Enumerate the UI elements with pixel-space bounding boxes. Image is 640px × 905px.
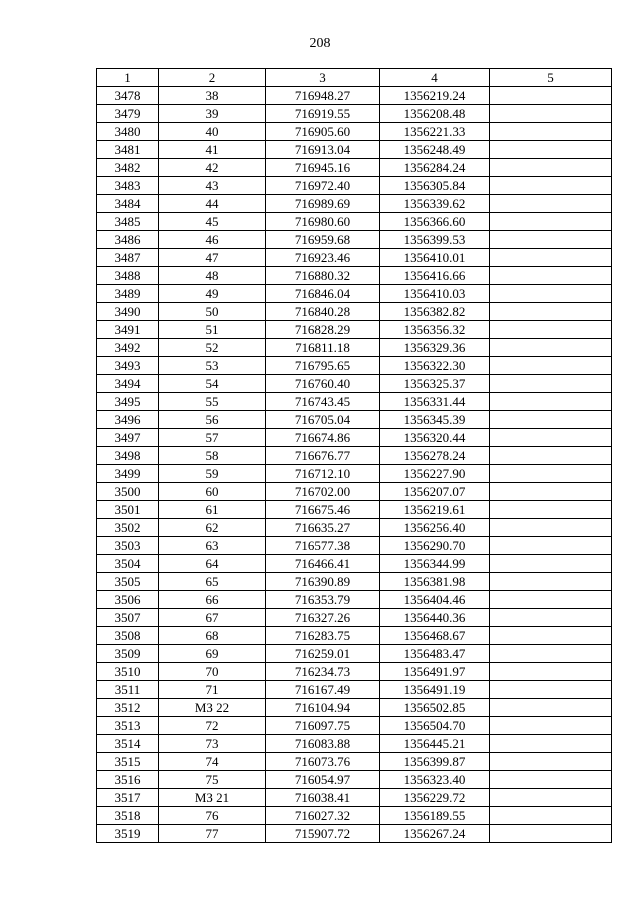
table-cell: 52 bbox=[159, 339, 266, 357]
table-row bbox=[97, 501, 612, 519]
table-cell bbox=[490, 249, 612, 267]
table-cell: 716811.18 bbox=[266, 339, 380, 357]
table-cell: 716676.77 bbox=[266, 447, 380, 465]
table-cell: 716234.73 bbox=[266, 663, 380, 681]
table-cell: 69 bbox=[159, 645, 266, 663]
table-cell: 3495 bbox=[97, 393, 159, 411]
table-cell: 58 bbox=[159, 447, 266, 465]
table-row bbox=[97, 663, 612, 681]
coordinates-table bbox=[96, 68, 612, 843]
table-row bbox=[97, 375, 612, 393]
table-row bbox=[97, 753, 612, 771]
table-row bbox=[97, 141, 612, 159]
table-row bbox=[97, 357, 612, 375]
table-cell: 3501 bbox=[97, 501, 159, 519]
table-cell bbox=[490, 645, 612, 663]
table-row bbox=[97, 159, 612, 177]
table-row bbox=[97, 681, 612, 699]
page-number: 208 bbox=[309, 36, 331, 51]
table-row bbox=[97, 465, 612, 483]
table-cell: 716712.10 bbox=[266, 465, 380, 483]
table-cell: 716840.28 bbox=[266, 303, 380, 321]
table-cell: 67 bbox=[159, 609, 266, 627]
table-row bbox=[97, 447, 612, 465]
table-cell: 716466.41 bbox=[266, 555, 380, 573]
table-row bbox=[97, 249, 612, 267]
table-cell: 1356345.39 bbox=[380, 411, 490, 429]
table-cell: 3484 bbox=[97, 195, 159, 213]
table-cell: 43 bbox=[159, 177, 266, 195]
table-cell: 1356399.53 bbox=[380, 231, 490, 249]
table-cell bbox=[490, 231, 612, 249]
table-cell: 1356329.36 bbox=[380, 339, 490, 357]
table-cell: 1356410.03 bbox=[380, 285, 490, 303]
table-row bbox=[97, 267, 612, 285]
table-cell: 1356382.82 bbox=[380, 303, 490, 321]
table-cell: 716073.76 bbox=[266, 753, 380, 771]
table-cell bbox=[490, 195, 612, 213]
table-cell: 3500 bbox=[97, 483, 159, 501]
table-cell: 716577.38 bbox=[266, 537, 380, 555]
table-cell: 716097.75 bbox=[266, 717, 380, 735]
table-cell: 716743.45 bbox=[266, 393, 380, 411]
table-cell: 1356248.49 bbox=[380, 141, 490, 159]
table-cell: 50 bbox=[159, 303, 266, 321]
table-cell bbox=[490, 627, 612, 645]
table-cell: 716972.40 bbox=[266, 177, 380, 195]
table-row bbox=[97, 483, 612, 501]
table-cell: 64 bbox=[159, 555, 266, 573]
table-row bbox=[97, 177, 612, 195]
table-cell: 1356229.72 bbox=[380, 789, 490, 807]
table-cell: 3518 bbox=[97, 807, 159, 825]
table-cell: 715907.72 bbox=[266, 825, 380, 843]
table-row bbox=[97, 231, 612, 249]
table-cell: 71 bbox=[159, 681, 266, 699]
table-cell: 716913.04 bbox=[266, 141, 380, 159]
table-cell: 76 bbox=[159, 807, 266, 825]
table-cell: 3502 bbox=[97, 519, 159, 537]
table-cell: 62 bbox=[159, 519, 266, 537]
table-cell: 3490 bbox=[97, 303, 159, 321]
table-cell: 716948.27 bbox=[266, 87, 380, 105]
table-cell bbox=[490, 681, 612, 699]
table-row bbox=[97, 303, 612, 321]
table-cell bbox=[490, 519, 612, 537]
table-cell: 57 bbox=[159, 429, 266, 447]
table-row bbox=[97, 591, 612, 609]
table-cell: 3510 bbox=[97, 663, 159, 681]
table-header-row bbox=[97, 69, 612, 87]
table-cell: 3480 bbox=[97, 123, 159, 141]
table-cell: 3498 bbox=[97, 447, 159, 465]
table-row bbox=[97, 789, 612, 807]
table-cell: 56 bbox=[159, 411, 266, 429]
table-cell bbox=[490, 285, 612, 303]
table-cell bbox=[490, 411, 612, 429]
table-cell: 3503 bbox=[97, 537, 159, 555]
table-cell: 3499 bbox=[97, 465, 159, 483]
table-cell bbox=[490, 537, 612, 555]
table-cell: 38 bbox=[159, 87, 266, 105]
table-cell: 1356284.24 bbox=[380, 159, 490, 177]
table-row bbox=[97, 411, 612, 429]
table-cell bbox=[490, 159, 612, 177]
table-row bbox=[97, 195, 612, 213]
table-cell: 3513 bbox=[97, 717, 159, 735]
table-cell bbox=[490, 87, 612, 105]
table-cell: 716083.88 bbox=[266, 735, 380, 753]
table-cell: 1356320.44 bbox=[380, 429, 490, 447]
table-cell bbox=[490, 321, 612, 339]
table-cell: 49 bbox=[159, 285, 266, 303]
column-header: 1 bbox=[97, 69, 159, 87]
table-cell: 3517 bbox=[97, 789, 159, 807]
table-cell bbox=[490, 573, 612, 591]
table-cell: 60 bbox=[159, 483, 266, 501]
table-cell: 3519 bbox=[97, 825, 159, 843]
table-cell: 716959.68 bbox=[266, 231, 380, 249]
table-cell: 1356207.07 bbox=[380, 483, 490, 501]
table-cell: 716989.69 bbox=[266, 195, 380, 213]
table-cell: 716760.40 bbox=[266, 375, 380, 393]
table-cell: 3516 bbox=[97, 771, 159, 789]
table-cell: 3489 bbox=[97, 285, 159, 303]
table-cell bbox=[490, 753, 612, 771]
table-cell: 1356404.46 bbox=[380, 591, 490, 609]
table-cell bbox=[490, 807, 612, 825]
table-cell: 59 bbox=[159, 465, 266, 483]
table-cell bbox=[490, 303, 612, 321]
table-cell: 1356322.30 bbox=[380, 357, 490, 375]
column-header: 3 bbox=[266, 69, 380, 87]
table-cell: 1356278.24 bbox=[380, 447, 490, 465]
table-cell: 3493 bbox=[97, 357, 159, 375]
table-cell: 716919.55 bbox=[266, 105, 380, 123]
table-cell: 47 bbox=[159, 249, 266, 267]
table-cell: 1356366.60 bbox=[380, 213, 490, 231]
table-cell: 3497 bbox=[97, 429, 159, 447]
table-cell: 1356440.36 bbox=[380, 609, 490, 627]
table-cell bbox=[490, 771, 612, 789]
table-row bbox=[97, 213, 612, 231]
table-cell: 716635.27 bbox=[266, 519, 380, 537]
table-cell: 3479 bbox=[97, 105, 159, 123]
table-cell: 55 bbox=[159, 393, 266, 411]
table-cell: 716905.60 bbox=[266, 123, 380, 141]
table-cell: 716828.29 bbox=[266, 321, 380, 339]
table-cell bbox=[490, 105, 612, 123]
table-cell bbox=[490, 123, 612, 141]
table-cell: 46 bbox=[159, 231, 266, 249]
table-cell: 1356502.85 bbox=[380, 699, 490, 717]
table-cell: 1356381.98 bbox=[380, 573, 490, 591]
table-cell: 716705.04 bbox=[266, 411, 380, 429]
table-cell: 3504 bbox=[97, 555, 159, 573]
table-row bbox=[97, 285, 612, 303]
table-cell: 716353.79 bbox=[266, 591, 380, 609]
table-cell: 1356416.66 bbox=[380, 267, 490, 285]
table-cell: 716027.32 bbox=[266, 807, 380, 825]
table-cell: 65 bbox=[159, 573, 266, 591]
table-cell bbox=[490, 141, 612, 159]
table-cell: 39 bbox=[159, 105, 266, 123]
table-cell bbox=[490, 717, 612, 735]
table-cell: 3488 bbox=[97, 267, 159, 285]
table-cell: 3486 bbox=[97, 231, 159, 249]
table-cell: 3514 bbox=[97, 735, 159, 753]
table-cell: 716327.26 bbox=[266, 609, 380, 627]
table-cell: 716880.32 bbox=[266, 267, 380, 285]
table-cell: 716259.01 bbox=[266, 645, 380, 663]
table-cell bbox=[490, 339, 612, 357]
table-cell: 716980.60 bbox=[266, 213, 380, 231]
table-cell: 3515 bbox=[97, 753, 159, 771]
table-cell: 3487 bbox=[97, 249, 159, 267]
table-cell: 1356256.40 bbox=[380, 519, 490, 537]
table-cell: 1356208.48 bbox=[380, 105, 490, 123]
table-cell bbox=[490, 177, 612, 195]
table-cell: 1356339.62 bbox=[380, 195, 490, 213]
table-cell: 42 bbox=[159, 159, 266, 177]
table-cell bbox=[490, 699, 612, 717]
table-body bbox=[97, 87, 612, 843]
column-header: 2 bbox=[159, 69, 266, 87]
table-cell: 70 bbox=[159, 663, 266, 681]
table-cell: 3509 bbox=[97, 645, 159, 663]
table-cell: 1356305.84 bbox=[380, 177, 490, 195]
table-cell: 1356491.97 bbox=[380, 663, 490, 681]
table-row bbox=[97, 393, 612, 411]
table-row bbox=[97, 87, 612, 105]
table-cell: 3511 bbox=[97, 681, 159, 699]
table-cell bbox=[490, 483, 612, 501]
table-row bbox=[97, 717, 612, 735]
table-cell: 41 bbox=[159, 141, 266, 159]
table-cell: 716795.65 bbox=[266, 357, 380, 375]
table-cell: 716038.41 bbox=[266, 789, 380, 807]
table-cell: 716390.89 bbox=[266, 573, 380, 591]
table-cell bbox=[490, 213, 612, 231]
table-cell bbox=[490, 825, 612, 843]
table-cell bbox=[490, 501, 612, 519]
table-cell: 74 bbox=[159, 753, 266, 771]
table-cell bbox=[490, 429, 612, 447]
table-cell: 3494 bbox=[97, 375, 159, 393]
table-cell: 1356445.21 bbox=[380, 735, 490, 753]
table-cell: 3506 bbox=[97, 591, 159, 609]
table-cell: 1356344.99 bbox=[380, 555, 490, 573]
table-cell bbox=[490, 375, 612, 393]
table-row bbox=[97, 627, 612, 645]
table-cell: 66 bbox=[159, 591, 266, 609]
table-cell: 3496 bbox=[97, 411, 159, 429]
column-header: 4 bbox=[380, 69, 490, 87]
table-cell bbox=[490, 735, 612, 753]
table-cell bbox=[490, 267, 612, 285]
table-cell: 1356290.70 bbox=[380, 537, 490, 555]
table-cell: 44 bbox=[159, 195, 266, 213]
table-cell: 53 bbox=[159, 357, 266, 375]
table-row bbox=[97, 573, 612, 591]
table-cell: 3491 bbox=[97, 321, 159, 339]
table-row bbox=[97, 699, 612, 717]
table-row bbox=[97, 537, 612, 555]
table-cell: 63 bbox=[159, 537, 266, 555]
table-cell: 716945.16 bbox=[266, 159, 380, 177]
table-cell: 1356227.90 bbox=[380, 465, 490, 483]
table-cell bbox=[490, 591, 612, 609]
table-cell: 3482 bbox=[97, 159, 159, 177]
table-cell: 1356331.44 bbox=[380, 393, 490, 411]
table-cell: 3507 bbox=[97, 609, 159, 627]
table-cell: 48 bbox=[159, 267, 266, 285]
table-cell: 51 bbox=[159, 321, 266, 339]
table-row bbox=[97, 807, 612, 825]
table-cell: 716675.46 bbox=[266, 501, 380, 519]
table-cell: 3481 bbox=[97, 141, 159, 159]
table-cell: 1356219.24 bbox=[380, 87, 490, 105]
table-cell: 3505 bbox=[97, 573, 159, 591]
table-row bbox=[97, 339, 612, 357]
table-cell: МЗ 21 bbox=[159, 789, 266, 807]
table-cell: 3512 bbox=[97, 699, 159, 717]
table-cell: 1356221.33 bbox=[380, 123, 490, 141]
table-row bbox=[97, 555, 612, 573]
table-row bbox=[97, 771, 612, 789]
table-cell: 3478 bbox=[97, 87, 159, 105]
table-row bbox=[97, 123, 612, 141]
table-cell: 1356189.55 bbox=[380, 807, 490, 825]
table-cell: 716702.00 bbox=[266, 483, 380, 501]
table-cell: 40 bbox=[159, 123, 266, 141]
table-cell: 1356219.61 bbox=[380, 501, 490, 519]
table-cell: 716283.75 bbox=[266, 627, 380, 645]
table-row bbox=[97, 645, 612, 663]
table-cell: 3483 bbox=[97, 177, 159, 195]
table-cell: 1356483.47 bbox=[380, 645, 490, 663]
table-cell bbox=[490, 663, 612, 681]
table-cell: 45 bbox=[159, 213, 266, 231]
table-cell: 716923.46 bbox=[266, 249, 380, 267]
table-cell bbox=[490, 465, 612, 483]
table-cell: 3492 bbox=[97, 339, 159, 357]
table-cell bbox=[490, 609, 612, 627]
table-cell bbox=[490, 555, 612, 573]
table-row bbox=[97, 519, 612, 537]
table-cell: 1356325.37 bbox=[380, 375, 490, 393]
table-row bbox=[97, 609, 612, 627]
table-cell: 61 bbox=[159, 501, 266, 519]
column-header: 5 bbox=[490, 69, 612, 87]
table-row bbox=[97, 105, 612, 123]
table-row bbox=[97, 429, 612, 447]
table-row bbox=[97, 735, 612, 753]
table-cell: 72 bbox=[159, 717, 266, 735]
table-cell: 716104.94 bbox=[266, 699, 380, 717]
table-cell: 1356468.67 bbox=[380, 627, 490, 645]
table-cell: 716846.04 bbox=[266, 285, 380, 303]
table-row bbox=[97, 825, 612, 843]
table-cell: 73 bbox=[159, 735, 266, 753]
table-cell bbox=[490, 447, 612, 465]
table-cell: 1356323.40 bbox=[380, 771, 490, 789]
table-cell: 1356504.70 bbox=[380, 717, 490, 735]
table-cell: 54 bbox=[159, 375, 266, 393]
table-cell: 75 bbox=[159, 771, 266, 789]
table-cell: 77 bbox=[159, 825, 266, 843]
table-cell: 716674.86 bbox=[266, 429, 380, 447]
table-cell bbox=[490, 393, 612, 411]
table-cell: 716167.49 bbox=[266, 681, 380, 699]
table-cell: 3485 bbox=[97, 213, 159, 231]
table-cell: 1356410.01 bbox=[380, 249, 490, 267]
table-cell: 716054.97 bbox=[266, 771, 380, 789]
table-cell: МЗ 22 bbox=[159, 699, 266, 717]
table-cell: 1356267.24 bbox=[380, 825, 490, 843]
table-cell: 3508 bbox=[97, 627, 159, 645]
table-cell bbox=[490, 789, 612, 807]
table-cell: 1356399.87 bbox=[380, 753, 490, 771]
table-row bbox=[97, 321, 612, 339]
table-cell: 1356491.19 bbox=[380, 681, 490, 699]
table-cell bbox=[490, 357, 612, 375]
table-cell: 1356356.32 bbox=[380, 321, 490, 339]
table-cell: 68 bbox=[159, 627, 266, 645]
